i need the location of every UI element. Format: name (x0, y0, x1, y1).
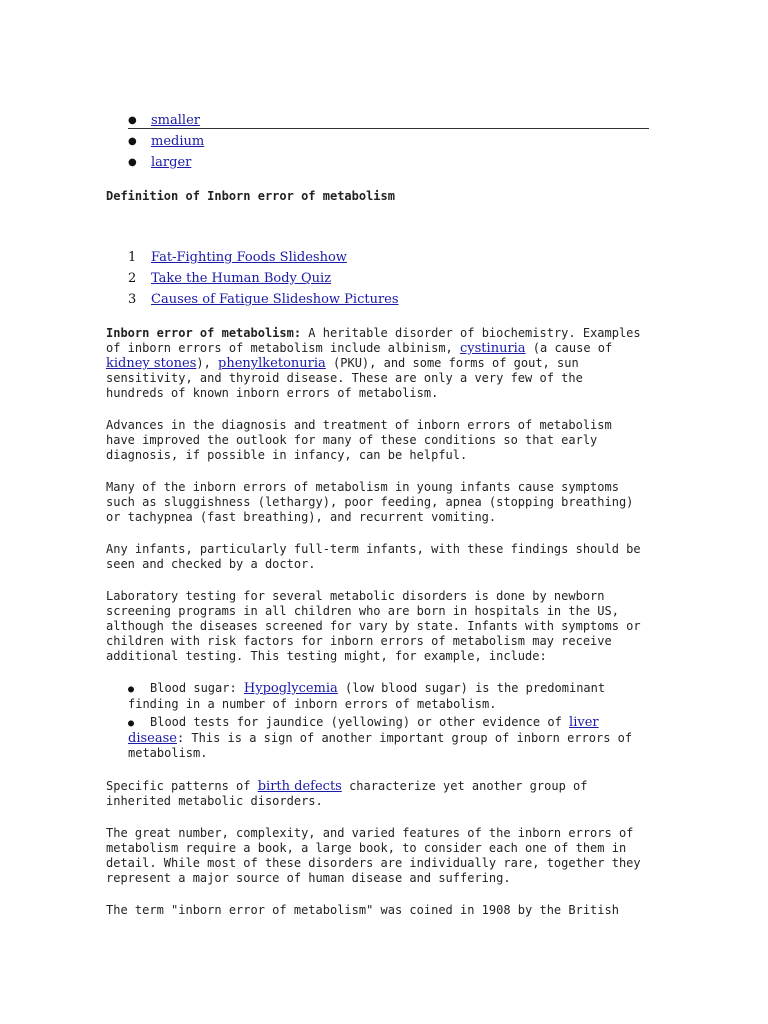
birth-defects-link[interactable]: birth defects (257, 779, 342, 794)
text-size-larger-link[interactable]: larger (151, 155, 192, 170)
list-number: 1 (128, 250, 137, 265)
text-size-list (128, 110, 648, 173)
list-text: (low blood sugar) is the predominant finding in a number of inborn errors of metabolism. (128, 681, 606, 711)
divider (128, 128, 649, 129)
paragraph-text: ), (196, 356, 219, 370)
text-size-smaller-link[interactable]: smaller (151, 113, 200, 128)
list-item (128, 715, 646, 761)
testing-list (106, 681, 646, 761)
list-number: 2 (128, 271, 137, 286)
related-links-list (128, 247, 399, 310)
paragraph: Laboratory testing for several metabolic disorders is done by newborn screening programs in all children who are born in hospitals in the US, although the diseases screened for vary by state. Infants with symptoms or children with risk factors for inborn errors of metabolism may receive additional testing. This testing might, for example, include: (106, 589, 641, 663)
list-text: Blood sugar: (150, 681, 244, 695)
list-item (128, 268, 399, 289)
liver-disease-link[interactable]: liver disease (128, 715, 599, 746)
text-size-option (128, 152, 648, 173)
list-item (128, 247, 399, 268)
hypoglycemia-link[interactable]: Hypoglycemia (243, 681, 338, 696)
paragraph: Advances in the diagnosis and treatment of inborn errors of metabolism have improved the outlook for many of these conditions so that early diagnosis, if possible in infancy, can be helpful. (106, 418, 612, 462)
list-text: Blood tests for jaundice (yellowing) or other evidence of (150, 715, 570, 729)
paragraph-text: Specific patterns of (106, 779, 258, 793)
definition-paragraph (106, 326, 646, 401)
fat-fighting-foods-link[interactable]: Fat-Fighting Foods Slideshow (151, 250, 347, 265)
paragraph: Any infants, particularly full-term infants, with these findings should be seen and checked by a doctor. (106, 542, 641, 571)
list-number: 3 (128, 292, 137, 307)
causes-of-fatigue-link[interactable]: Causes of Fatigue Slideshow Pictures (151, 292, 399, 307)
bullet-icon: ● (128, 718, 135, 729)
list-item (128, 681, 646, 712)
definition-term: Inborn error of metabolism: (106, 326, 302, 340)
cystinuria-link[interactable]: cystinuria (460, 341, 526, 356)
list-text: : This is a sign of another important group of inborn errors of metabolism. (128, 731, 633, 760)
paragraph-text: characterize yet another group of inherited metabolic disorders. (106, 779, 588, 808)
definition-title: Definition of Inborn error of metabolism (106, 189, 395, 203)
paragraph: The great number, complexity, and varied features of the inborn errors of metabolism require a book, a large book, to consider each one of them in detail. While most of these disorders are individually rare, together they represent a major source of human disease and suffering. (106, 826, 641, 885)
paragraph (106, 779, 646, 809)
paragraph-text: (PKU), and some forms of gout, sun sensitivity, and thyroid disease. These are only a very few of the hundreds of known inborn errors of metabolism. (106, 356, 583, 400)
paragraph-text: (a cause of (525, 341, 613, 355)
phenylketonuria-link[interactable]: phenylketonuria (218, 356, 326, 371)
article-body (106, 326, 646, 935)
bullet-icon: ● (128, 684, 135, 695)
paragraph: The term "inborn error of metabolism" was coined in 1908 by the British (106, 903, 619, 917)
list-item (128, 289, 399, 310)
paragraph: Many of the inborn errors of metabolism in young infants cause symptoms such as sluggishness (lethargy), poor feeding, apnea (stopping breathing) or tachypnea (fast breathing), and recurrent vomiting. (106, 480, 634, 524)
text-size-medium-link[interactable]: medium (151, 134, 205, 149)
paragraph-text: A heritable disorder of biochemistry. Examples of inborn errors of metabolism include albinism, (106, 326, 641, 355)
human-body-quiz-link[interactable]: Take the Human Body Quiz (151, 271, 332, 286)
text-size-option (128, 131, 648, 152)
kidney-stones-link[interactable]: kidney stones (106, 356, 197, 371)
